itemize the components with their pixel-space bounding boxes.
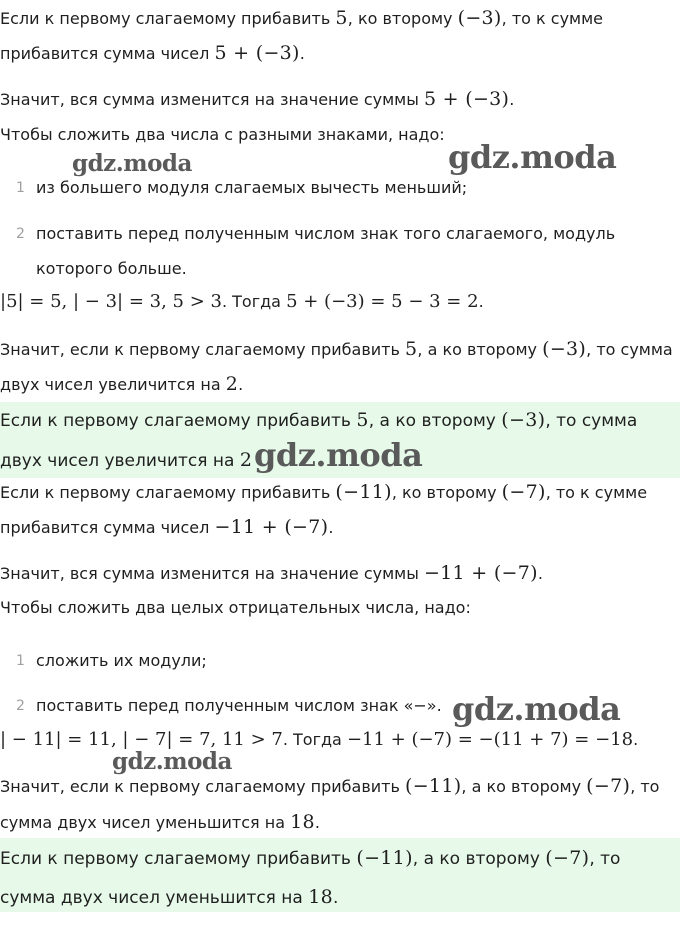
math-inline: (−7) bbox=[586, 775, 631, 797]
list-2-item-1: сложить их модули; bbox=[36, 651, 207, 670]
list-2-number-1: 1 bbox=[16, 653, 25, 669]
math-inline: −11 + (−7) bbox=[214, 516, 329, 538]
math-inline: 2 bbox=[225, 373, 239, 395]
paragraph-6: Значит, вся сумма изменится на значение суммы −11 + (−7). bbox=[0, 562, 543, 584]
math-inline: (−11) bbox=[335, 481, 392, 503]
list-1-item-2-line-1: поставить перед полученным числом знак того слагаемого, модуль bbox=[36, 224, 616, 243]
paragraph-8-line-1: Значит, если к первому слагаемому прибавить (−11), а ко второму (−7), то bbox=[0, 775, 660, 797]
highlight-2-line-2: сумма двух чисел уменьшится на 18. bbox=[0, 886, 339, 908]
highlight-2-line-1: Если к первому слагаемому прибавить (−11), а ко второму (−7), то bbox=[0, 847, 621, 869]
math-inline: 18 bbox=[308, 886, 334, 908]
paragraph-5-line-1: Если к первому слагаемому прибавить (−11), ко второму (−7), то к сумме bbox=[0, 481, 648, 503]
equation-1: |5| = 5, | − 3| = 3, 5 > 3. Тогда 5 + (−3) = 5 − 3 = 2. bbox=[0, 291, 484, 312]
list-1-number-2: 2 bbox=[16, 226, 25, 242]
math-inline: (−11) bbox=[356, 847, 413, 869]
paragraph-4-line-2: двух чисел увеличится на 2. bbox=[0, 373, 244, 395]
math-inline: −11 + (−7) = −(11 + 7) = −18 bbox=[346, 729, 634, 750]
list-2-item-2: поставить перед полученным числом знак «−». bbox=[36, 696, 442, 715]
paragraph-8-line-2: сумма двух чисел уменьшится на 18. bbox=[0, 811, 320, 833]
paragraph-2: Значит, вся сумма изменится на значение суммы 5 + (−3). bbox=[0, 88, 515, 110]
list-2-number-2: 2 bbox=[16, 698, 25, 714]
math-inline: 5 + (−3) = 5 − 3 = 2 bbox=[286, 291, 479, 312]
paragraph-3: Чтобы сложить два числа с разными знаками, надо: bbox=[0, 125, 445, 144]
math-inline: (−11) bbox=[405, 775, 462, 797]
paragraph-7: Чтобы сложить два целых отрицательных числа, надо: bbox=[0, 598, 471, 617]
watermark-logo: gdz.moda bbox=[448, 138, 617, 176]
watermark-logo: gdz.moda bbox=[72, 150, 192, 177]
math-inline: (−7) bbox=[501, 481, 546, 503]
math-inline: 5 bbox=[356, 409, 369, 431]
math-inline: 5 bbox=[335, 7, 348, 29]
list-1-item-2-line-2: которого больше. bbox=[36, 259, 187, 278]
paragraph-5-line-2: прибавится сумма чисел −11 + (−7). bbox=[0, 516, 334, 538]
math-inline: 2 bbox=[239, 449, 253, 471]
list-1-number-1: 1 bbox=[16, 180, 25, 196]
math-inline: (−7) bbox=[545, 847, 590, 869]
math-inline: (−3) bbox=[501, 409, 546, 431]
math-inline: −11 + (−7) bbox=[423, 562, 538, 584]
watermark-logo: gdz.moda bbox=[112, 748, 232, 775]
list-1-item-1: из большего модуля слагаемых вычесть меньший; bbox=[36, 178, 468, 197]
math-inline: 5 + (−3) bbox=[423, 88, 510, 110]
math-inline: | − 11| = 11, | − 7| = 7, 11 > 7 bbox=[0, 729, 283, 750]
paragraph-1-line-2: прибавится сумма чисел 5 + (−3). bbox=[0, 42, 305, 64]
math-inline: 5 bbox=[405, 338, 418, 360]
math-inline: (−3) bbox=[457, 7, 502, 29]
equation-2: | − 11| = 11, | − 7| = 7, 11 > 7. Тогда −11 + (−7) = −(11 + 7) = −18. bbox=[0, 729, 639, 750]
math-inline: 18 bbox=[290, 811, 315, 833]
math-inline: (−3) bbox=[542, 338, 587, 360]
highlight-1-line-2: двух чисел увеличится на 2 bbox=[0, 449, 253, 471]
highlight-1-line-1: Если к первому слагаемому прибавить 5, а ко второму (−3), то сумма bbox=[0, 409, 638, 431]
math-inline: |5| = 5, | − 3| = 3, 5 > 3 bbox=[0, 291, 222, 312]
watermark-logo: gdz.moda bbox=[452, 690, 621, 728]
paragraph-1-line-1: Если к первому слагаемому прибавить 5, ко второму (−3), то к сумме bbox=[0, 7, 604, 29]
watermark-logo: gdz.moda bbox=[254, 436, 423, 474]
paragraph-4-line-1: Значит, если к первому слагаемому прибавить 5, а ко второму (−3), то сумма bbox=[0, 338, 673, 360]
math-inline: 5 + (−3) bbox=[214, 42, 300, 64]
